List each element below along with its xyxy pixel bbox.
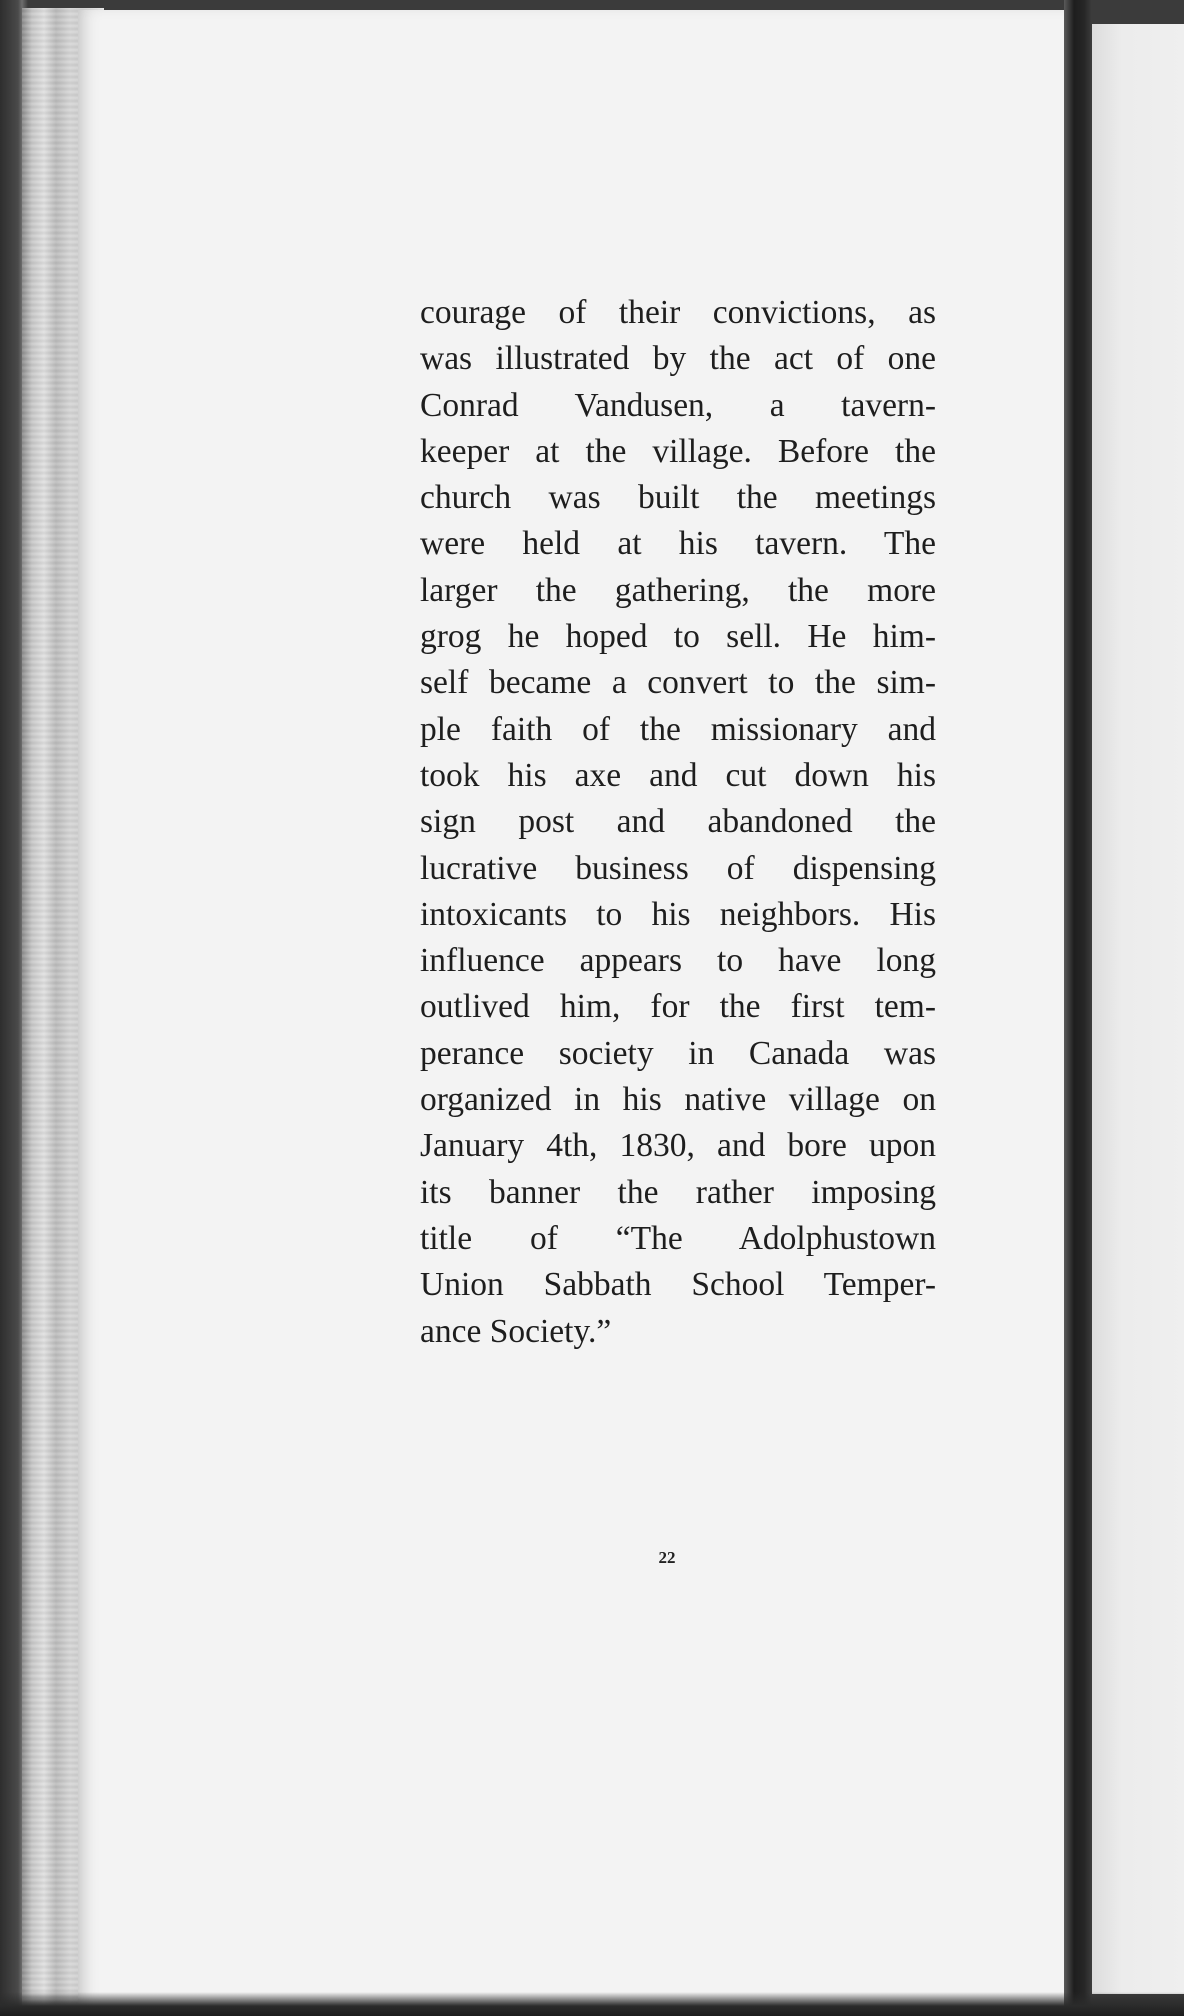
text-line: was illustrated by the act of one bbox=[420, 340, 936, 378]
bottom-shadow bbox=[0, 1992, 1184, 2016]
text-line: intoxicants to his neighbors. His bbox=[420, 895, 936, 933]
text-line: courage of their convictions, as bbox=[420, 294, 936, 331]
text-line: sign post and abandoned the bbox=[420, 803, 936, 841]
text-line: its banner the rather imposing bbox=[420, 1173, 936, 1211]
text-line: took his axe and cut down his bbox=[420, 756, 936, 794]
text-line: keeper at the village. Before the bbox=[420, 432, 936, 470]
book-gutter bbox=[1064, 0, 1092, 2016]
text-line: lucrative business of dispensing bbox=[420, 849, 936, 887]
text-line: church was built the meetings bbox=[420, 479, 936, 517]
text-line: ance Society.” bbox=[420, 1312, 612, 1350]
text-line: perance society in Canada was bbox=[420, 1034, 936, 1072]
text-line: outlived him, for the first tem- bbox=[420, 988, 936, 1026]
text-line: self became a convert to the sim- bbox=[420, 664, 936, 702]
text-line: were held at his tavern. The bbox=[420, 525, 936, 563]
text-line: Conrad Vandusen, a tavern- bbox=[420, 386, 936, 424]
text-line: Union Sabbath School Temper- bbox=[420, 1266, 936, 1304]
text-line: larger the gathering, the more bbox=[420, 571, 936, 609]
page-number: 22 bbox=[658, 1548, 676, 1567]
facing-page bbox=[1092, 24, 1184, 1994]
text-line: title of “The Adolphustown bbox=[420, 1219, 936, 1257]
text-line: ple faith of the missionary and bbox=[420, 710, 936, 748]
text-line: organized in his native village on bbox=[420, 1081, 936, 1119]
body-text bbox=[420, 290, 936, 1355]
text-line: influence appears to have long bbox=[420, 942, 936, 980]
text-line: January 4th, 1830, and bore upon bbox=[420, 1127, 936, 1165]
text-line: grog he hoped to sell. He him- bbox=[420, 618, 936, 656]
